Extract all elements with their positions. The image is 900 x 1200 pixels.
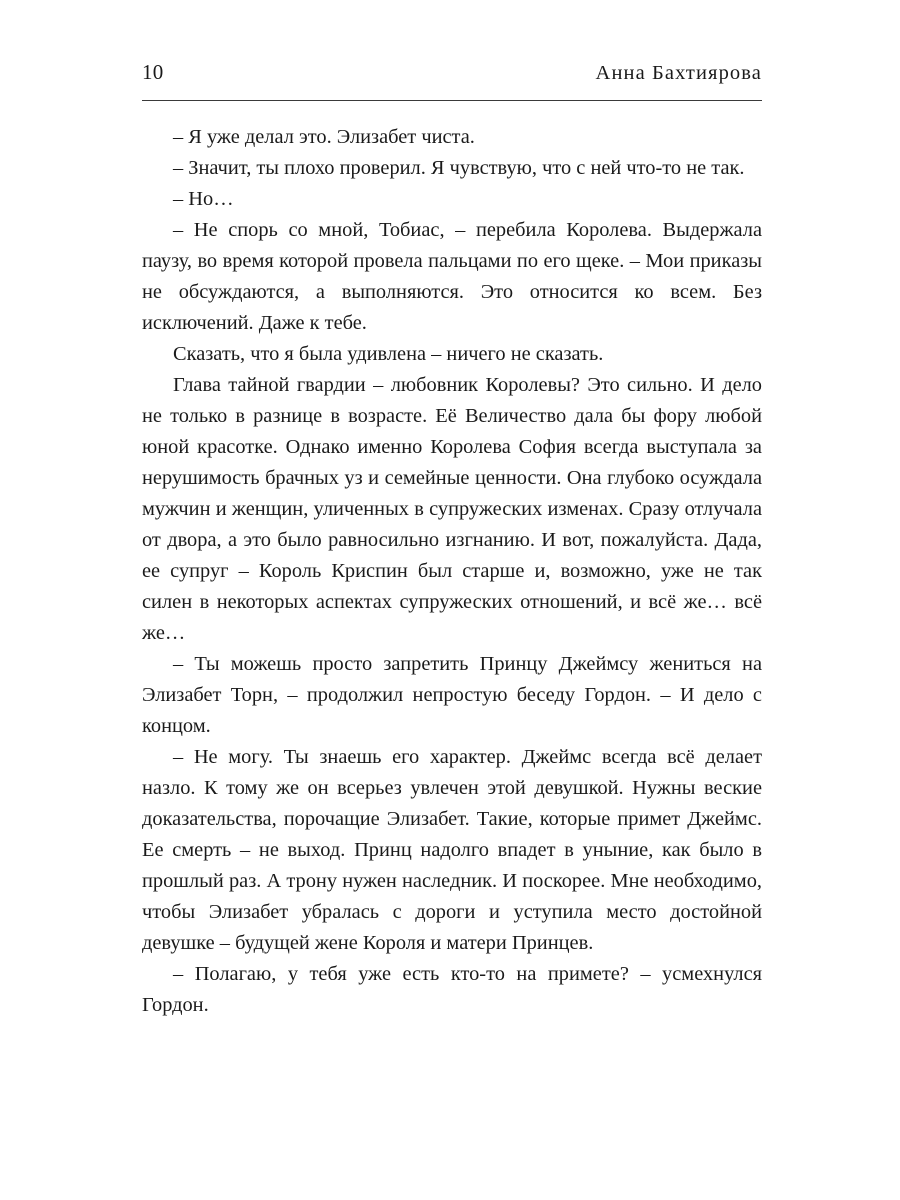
paragraph: – Но… xyxy=(173,188,234,210)
paragraph: – Не спорь со мной, Тобиас, – перебила Королева. Выдержала паузу, во время которой провела пальцами по его щеке. – Мои приказы не обсуждаются, а выполняются. Это относится ко всем. Без исключений. Даже к тебе. xyxy=(142,219,762,334)
running-head xyxy=(142,62,762,92)
paragraph: Сказать, что я была удивлена – ничего не сказать. xyxy=(173,343,604,365)
header-divider-rule xyxy=(142,100,762,101)
running-head-author: Анна Бахтиярова xyxy=(595,62,762,84)
paragraph: – Не могу. Ты знаешь его характер. Джеймс всегда всё делает назло. К тому же он всерьез увлечен этой девушкой. Нужны веские доказательства, порочащие Элизабет. Такие, которые примет Джеймс. Ее смерть – не выход. Принц надолго впадет в уныние, как было в прошлый раз. А трону нужен наследник. И поскорее. Мне необходимо, чтобы Элизабет убралась с дороги и уступила место достойной девушке – будущей жене Короля и матери Принцев. xyxy=(142,746,762,954)
page-number: 10 xyxy=(142,60,164,84)
paragraph: – Я уже делал это. Элизабет чиста. xyxy=(173,126,475,148)
body-text-block xyxy=(142,122,762,1021)
paragraph: – Полагаю, у тебя уже есть кто-то на примете? – усмехнулся Гордон. xyxy=(142,963,762,1016)
paragraph: – Ты можешь просто запретить Принцу Джеймсу жениться на Элизабет Торн, – продолжил непростую беседу Гордон. – И дело с концом. xyxy=(142,653,762,737)
paragraph: Глава тайной гвардии – любовник Королевы? Это сильно. И дело не только в разнице в возрасте. Её Величество дала бы фору любой юной красотке. Однако именно Королева София всегда выступала за нерушимость брачных уз и семейные ценности. Она глубоко осуждала мужчин и женщин, уличенных в супружеских изменах. Сразу отлучала от двора, а это было равносильно изгнанию. И вот, пожалуйста. Дада, ее супруг – Король Криспин был старше и, возможно, уже не так силен в некоторых аспектах супружеских отношений, и всё же… всё же… xyxy=(142,374,762,644)
paragraph: – Значит, ты плохо проверил. Я чувствую, что с ней что-то не так. xyxy=(173,157,745,179)
